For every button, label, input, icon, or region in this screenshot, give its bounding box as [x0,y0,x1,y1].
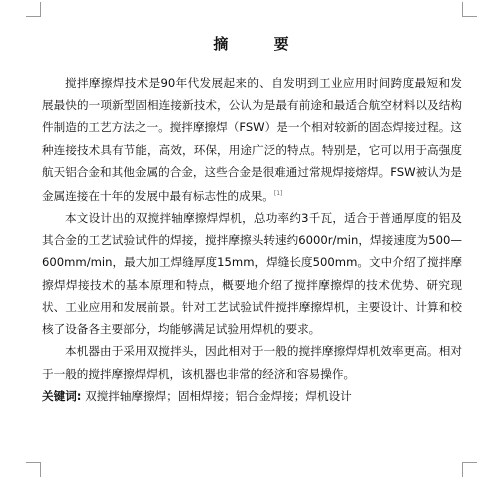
page-corner-mark-top-left [26,2,41,17]
keywords-label: 关键词: [42,388,82,403]
page-corner-mark-top-right [462,2,477,17]
page-title: 摘 要 [213,35,309,53]
abstract-body [42,72,462,407]
paragraph-3-text: 本机器由于采用双搅拌头，因此相对于一般的搅拌摩擦焊焊机效率更高。相对于一般的搅拌摩擦焊焊机，该机器也非常的经济和容易操作。 [42,344,462,381]
paragraph-1-text: 搅拌摩擦焊技术是90年代发展起来的、自发明到工业应用时间跨度最短和发展最快的一项新型固相连接新技术，公认为是最有前途和最适合航空材料以及结构件制造的工艺方法之一。搅拌摩擦焊（FSW）是一个相对较新的固态焊接过程。这种连接技术具有节能，高效，环保，用途广泛的特点。特别是，它可以用于高强度航天铝合金和其他金属的合金，这些合金是很难通过常规焊接熔焊。FSW被认为是金属连接在十年的发展中最有标志性的成果。 [42,76,462,203]
abstract-paragraph-2 [42,207,462,340]
page-corner-mark-bottom-right [462,462,477,477]
paragraph-2-text: 本文设计出的双搅拌轴摩擦焊焊机，总功率约3千瓦，适合于普通厚度的铝及其合金的工艺试验试件的焊接，搅拌摩擦头转速约6000r/min，焊接速度为500—600mm/min，最大加工焊缝厚度15mm，焊缝长度500mm。文中介绍了搅拌摩擦焊焊接技术的基本原理和特点，概要地介绍了搅拌摩擦焊的技术优势、研究现状、工业应用和发展前景。针对工艺试验试件搅拌摩擦焊机，主要设计、计算和校核了设备各主要部分，均能够满足试验用焊机的要求。 [42,211,462,337]
citation-reference: [1] [273,190,283,198]
abstract-paragraph-1 [42,72,462,207]
keywords-line [42,385,462,407]
keywords-text: 双搅拌轴摩擦焊；固相焊接；铝合金焊接；焊机设计 [81,388,352,403]
page-corner-mark-bottom-left [26,462,41,477]
abstract-paragraph-3 [42,340,462,384]
